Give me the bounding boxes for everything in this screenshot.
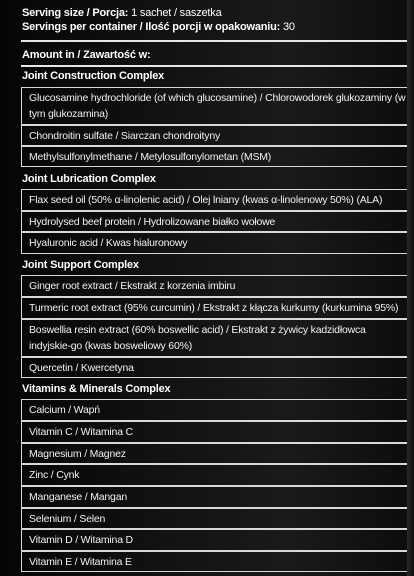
ingredient-row: Hyaluronic acid / Kwas hialuronowy <box>21 232 414 254</box>
ingredient-row: Flax seed oil (50% α-linolenic acid) / Olej lniany (kwas α-linolenowy 50%) (ALA) <box>21 189 414 211</box>
servings-per-container-line <box>22 20 410 34</box>
servings-per-container-value: 30 <box>280 21 295 33</box>
ingredient-row: Glucosamine hydrochloride (of which glucosamine) / Chlorowodorek glukozaminy (w tym glukozamina) <box>21 87 414 125</box>
amount-in-heading: Amount in / Zawartość w: <box>22 49 151 61</box>
ingredient-row: Calcium / Wapń <box>21 399 414 421</box>
ingredient-row: Vitamin D / Witamina D <box>21 529 414 551</box>
ingredient-row: Methylsulfonylmethane / Metylosulfonylometan (MSM) <box>21 146 414 167</box>
serving-info <box>22 6 410 34</box>
ingredient-row: Chondroitin sulfate / Siarczan chondroityny <box>21 125 414 146</box>
divider <box>21 65 407 67</box>
section-title-joint-lubrication: Joint Lubrication Complex <box>22 173 156 185</box>
ingredient-row: Magnesium / Magnez <box>21 443 414 464</box>
ingredient-row: Ginger root extract / Ekstrakt z korzenia imbiru <box>21 275 414 297</box>
ingredient-row: Selenium / Selen <box>21 508 414 529</box>
section-title-vitamins-minerals: Vitamins & Minerals Complex <box>22 383 171 395</box>
ingredient-row: Boswellia resin extract (60% boswellic acid) / Ekstrakt z żywicy kadzidłowca indyjskie-go (kwas bosweliowy 60%) <box>21 319 414 357</box>
serving-size-line <box>22 6 410 20</box>
section-title-joint-support: Joint Support Complex <box>22 259 139 271</box>
serving-size-value: 1 sachet / saszetka <box>128 7 222 19</box>
section-title-joint-construction: Joint Construction Complex <box>22 70 165 82</box>
ingredient-row: Turmeric root extract (95% curcumin) / Ekstrakt z kłącza kurkumy (kurkumina 95%) <box>21 297 414 319</box>
ingredient-row: Vitamin C / Witamina C <box>21 421 414 443</box>
ingredient-row: Hydrolysed beef protein / Hydrolizowane białko wołowe <box>21 211 414 232</box>
divider <box>21 40 407 42</box>
ingredient-row: Quercetin / Kwercetyna <box>21 357 414 378</box>
ingredient-row: Vitamin E / Witamina E <box>21 551 414 572</box>
panel-edge <box>407 0 414 576</box>
ingredient-row: Zinc / Cynk <box>21 464 414 486</box>
ingredient-row: Manganese / Mangan <box>21 486 414 508</box>
serving-size-label: Serving size / Porcja: <box>22 7 129 19</box>
servings-per-container-label: Servings per container / Ilość porcji w opakowaniu: <box>22 21 281 33</box>
